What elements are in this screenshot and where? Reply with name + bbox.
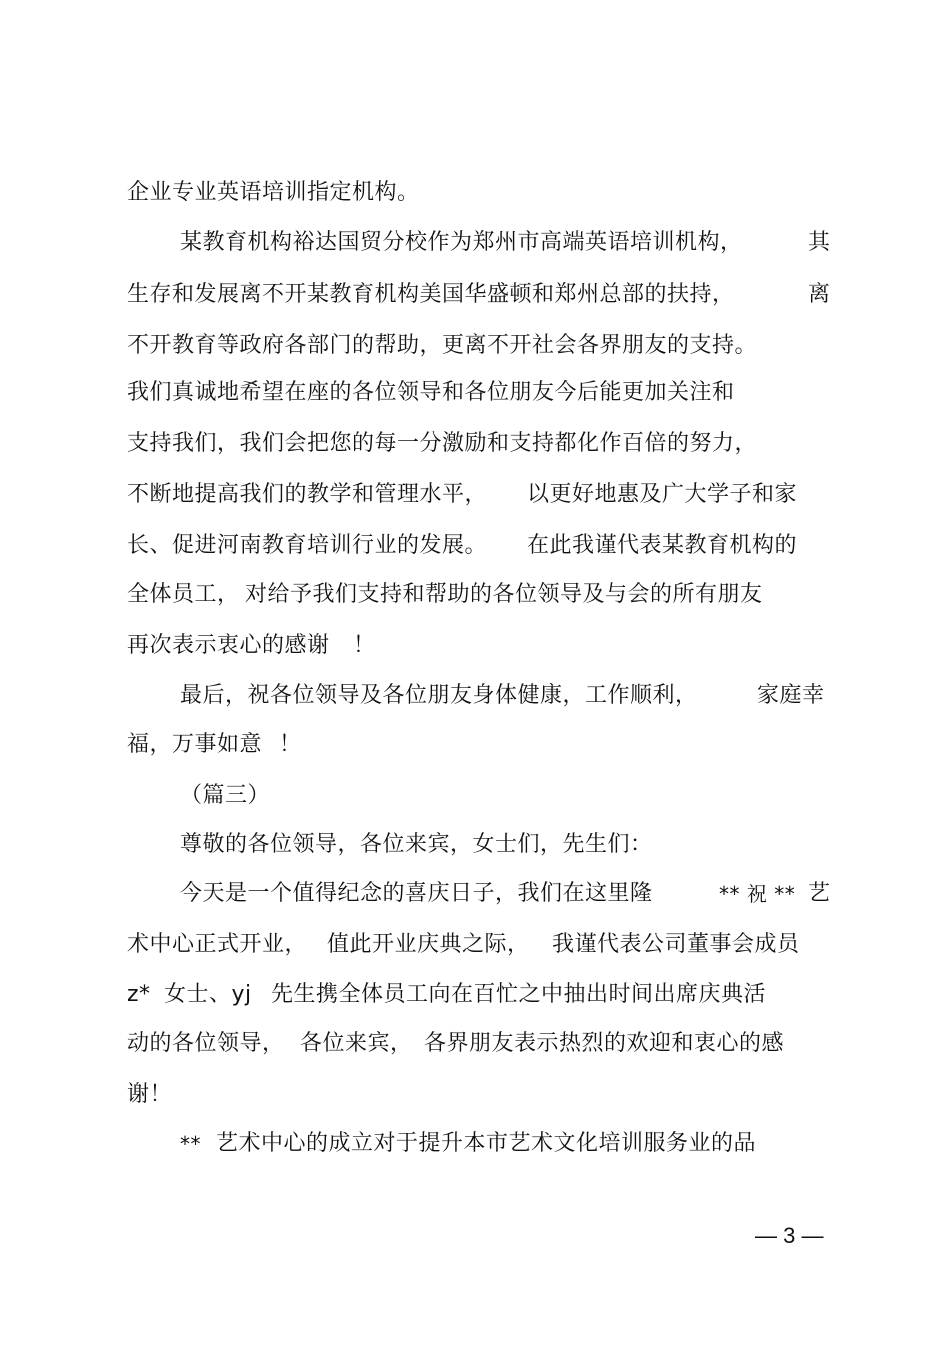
text-line: 女士、yj <box>164 982 252 1007</box>
text-line: 动的各位领导， <box>127 1031 285 1056</box>
text-line: 艺术中心的成立对于提升本市艺术文化培训服务业的品 <box>216 1131 757 1156</box>
text-line: 再次表示衷心的感谢 <box>127 633 330 658</box>
text-line: ！ <box>279 732 302 757</box>
text-line: 值此开业庆典之际， <box>327 932 530 957</box>
text-line: 福，万事如意 <box>127 732 263 757</box>
text-line: 某教育机构裕达国贸分校作为郑州市高端英语培训机构， <box>180 230 743 255</box>
text-line: 术中心正式开业， <box>127 932 308 957</box>
text-line: 不开教育等政府各部门的帮助，更离不开社会各界朋友的支持。 <box>127 333 758 358</box>
text-line: 以更好地惠及广大学子和家 <box>527 482 798 507</box>
text-line: ！ <box>353 633 376 658</box>
text-line: 对给予我们支持和帮助的各位领导及与会的所有朋友 <box>245 582 763 607</box>
section-heading: （篇三） <box>180 783 271 808</box>
text-line: 艺 <box>808 881 831 906</box>
text-line: 各位来宾， <box>300 1031 413 1056</box>
text-line: 长、促进河南教育培训行业的发展。 <box>127 533 488 558</box>
text-line: 先生携全体员工向在百忙之中抽出时间出席庆典活 <box>271 982 767 1007</box>
text-line: 最后，祝各位领导及各位朋友身体健康，工作顺利， <box>180 683 698 708</box>
text-line: 企业专业英语培训指定机构。 <box>127 180 420 205</box>
text-line: 在此我谨代表某教育机构的 <box>527 533 798 558</box>
text-line: 其 <box>808 230 831 255</box>
text-line: 不断地提高我们的教学和管理水平， <box>127 482 488 507</box>
text-line: 谢！ <box>127 1082 173 1107</box>
text-line: 我谨代表公司董事会成员 <box>552 932 800 957</box>
text-line: ** <box>180 1132 201 1156</box>
page-number: — 3 — <box>755 1223 824 1248</box>
text-line: 全体员工， <box>127 582 240 607</box>
salutation: 尊敬的各位领导，各位来宾，女士们，先生们： <box>180 832 653 857</box>
text-line: 我们真诚地希望在座的各位领导和各位朋友今后能更加关注和 <box>127 380 735 405</box>
text-line: 支持我们，我们会把您的每一分激励和支持都化作百倍的努力， <box>127 431 758 456</box>
text-line: 各界朋友表示热烈的欢迎和衷心的感 <box>424 1031 785 1056</box>
text-line: ** 祝 ** <box>719 882 796 906</box>
text-line: 家庭幸 <box>757 683 825 708</box>
text-line: 今天是一个值得纪念的喜庆日子，我们在这里隆 <box>180 881 653 906</box>
text-line: z* <box>127 982 151 1007</box>
text-line: 生存和发展离不开某教育机构美国华盛顿和郑州总部的扶持， <box>127 282 735 307</box>
text-line: 离 <box>808 282 831 307</box>
